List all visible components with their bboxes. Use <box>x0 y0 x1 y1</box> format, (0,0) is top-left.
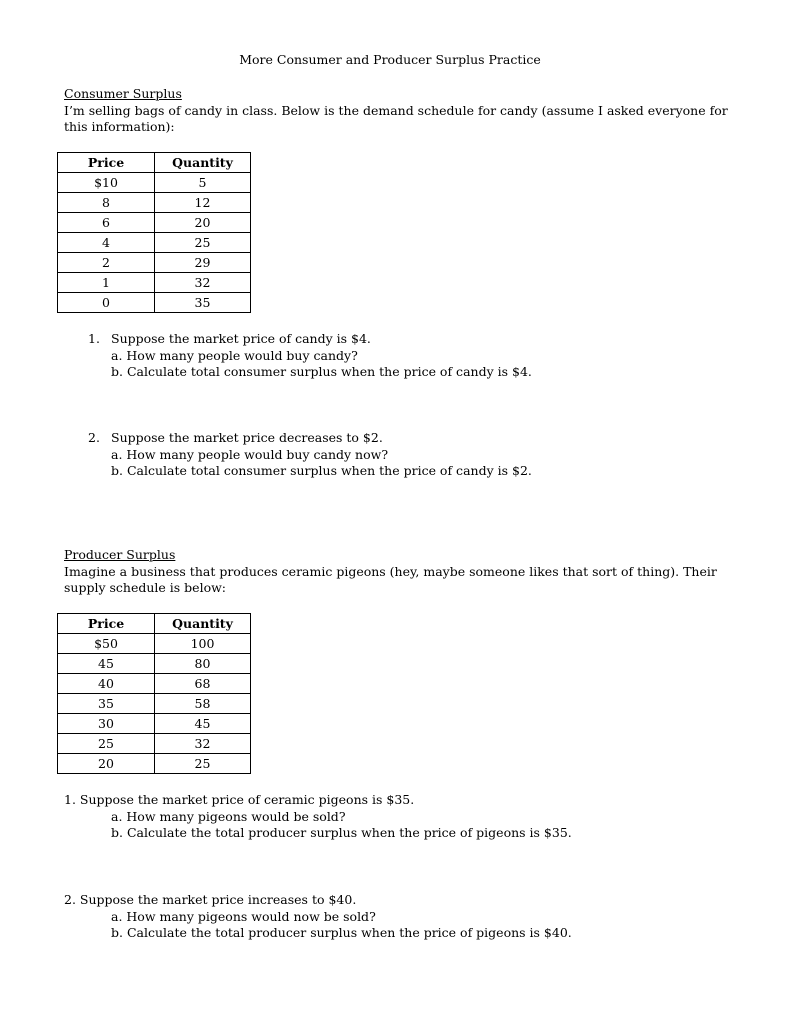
question-text: Suppose the market price of candy is $4. <box>111 331 371 346</box>
consumer-question-1 <box>88 331 532 381</box>
table-header-quantity: Quantity <box>155 153 251 173</box>
price-cell: 8 <box>58 193 155 213</box>
consumer-intro-line-2: this information): <box>64 119 175 134</box>
table-row <box>58 734 251 754</box>
price-cell: 4 <box>58 233 155 253</box>
supply-schedule-table <box>57 613 251 774</box>
price-cell: 30 <box>58 714 155 734</box>
price-cell: 20 <box>58 754 155 774</box>
table-row <box>58 674 251 694</box>
table-row <box>58 213 251 233</box>
quantity-cell: 12 <box>155 193 251 213</box>
question-part-b: b. Calculate the total producer surplus when the price of pigeons is $35. <box>111 825 572 840</box>
price-cell: 1 <box>58 273 155 293</box>
price-cell: $50 <box>58 634 155 654</box>
table-header-row <box>58 153 251 173</box>
question-number: 2. <box>88 430 100 445</box>
question-part-a: a. How many pigeons would be sold? <box>111 808 346 824</box>
question-number: 1. <box>88 331 100 346</box>
table-row <box>58 173 251 193</box>
consumer-question-2 <box>88 430 532 480</box>
producer-surplus-section <box>64 547 717 597</box>
consumer-surplus-heading: Consumer Surplus <box>64 86 182 101</box>
question-text: Suppose the market price decreases to $2. <box>111 430 383 445</box>
quantity-cell: 35 <box>155 293 251 313</box>
producer-question-1 <box>64 792 572 842</box>
producer-intro-line-2: supply schedule is below: <box>64 580 227 595</box>
question-part-b: b. Calculate total consumer surplus when the price of candy is $2. <box>111 463 532 478</box>
price-cell: 6 <box>58 213 155 233</box>
question-part-a: a. How many people would buy candy? <box>111 347 358 363</box>
question-part-b: b. Calculate the total producer surplus when the price of pigeons is $40. <box>111 925 572 940</box>
table-row <box>58 714 251 734</box>
question-part-b: b. Calculate total consumer surplus when the price of candy is $4. <box>111 364 532 379</box>
table-row <box>58 233 251 253</box>
quantity-cell: 68 <box>155 674 251 694</box>
price-cell: 25 <box>58 734 155 754</box>
consumer-intro-line-1: I’m selling bags of candy in class. Below is the demand schedule for candy (assume I asked everyone for <box>64 102 728 118</box>
table-row <box>58 273 251 293</box>
producer-surplus-heading: Producer Surplus <box>64 547 176 562</box>
table-row <box>58 193 251 213</box>
question-text: 2. Suppose the market price increases to $40. <box>64 892 357 907</box>
demand-schedule-table <box>57 152 251 313</box>
table-row <box>58 634 251 654</box>
table-header-row <box>58 614 251 634</box>
quantity-cell: 32 <box>155 273 251 293</box>
price-cell: 45 <box>58 654 155 674</box>
question-text: 1. Suppose the market price of ceramic pigeons is $35. <box>64 792 415 807</box>
quantity-cell: 25 <box>155 754 251 774</box>
producer-question-2 <box>64 892 572 942</box>
quantity-cell: 58 <box>155 694 251 714</box>
quantity-cell: 25 <box>155 233 251 253</box>
page-title: More Consumer and Producer Surplus Practice <box>239 52 541 67</box>
price-cell: $10 <box>58 173 155 193</box>
quantity-cell: 5 <box>155 173 251 193</box>
question-part-a: a. How many pigeons would now be sold? <box>111 908 376 924</box>
question-part-a: a. How many people would buy candy now? <box>111 446 389 462</box>
quantity-cell: 32 <box>155 734 251 754</box>
table-row <box>58 694 251 714</box>
price-cell: 35 <box>58 694 155 714</box>
producer-intro-line-1: Imagine a business that produces ceramic pigeons (hey, maybe someone likes that sort of thing). Their <box>64 563 717 579</box>
price-cell: 40 <box>58 674 155 694</box>
price-cell: 0 <box>58 293 155 313</box>
quantity-cell: 45 <box>155 714 251 734</box>
table-header-price: Price <box>58 614 155 634</box>
table-header-price: Price <box>58 153 155 173</box>
consumer-surplus-section <box>64 86 728 136</box>
quantity-cell: 29 <box>155 253 251 273</box>
price-cell: 2 <box>58 253 155 273</box>
table-row <box>58 654 251 674</box>
table-row <box>58 754 251 774</box>
quantity-cell: 20 <box>155 213 251 233</box>
quantity-cell: 80 <box>155 654 251 674</box>
table-header-quantity: Quantity <box>155 614 251 634</box>
quantity-cell: 100 <box>155 634 251 654</box>
table-row <box>58 253 251 273</box>
table-row <box>58 293 251 313</box>
